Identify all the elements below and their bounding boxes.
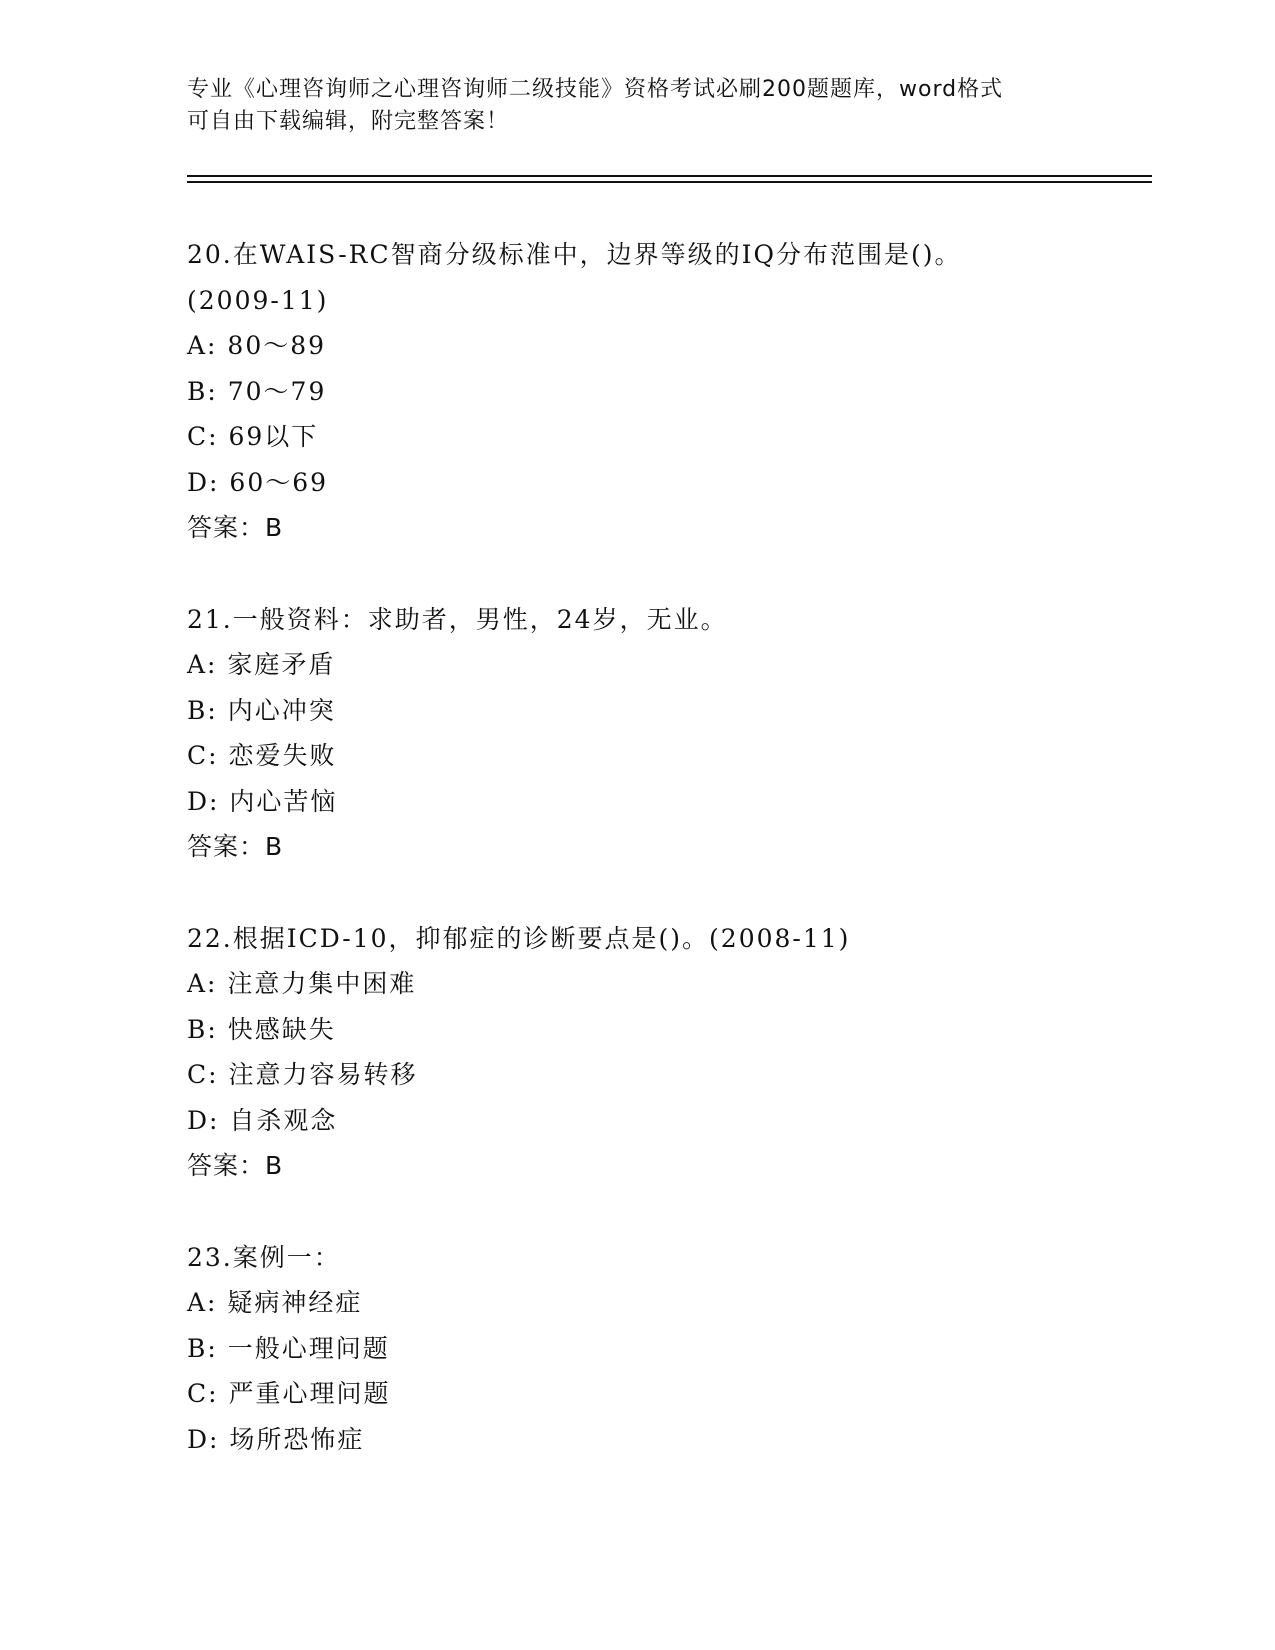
question-stem	[187, 597, 1147, 643]
option-a: A: 注意力集中困难	[187, 969, 417, 998]
question-stem	[187, 1235, 1147, 1281]
option-d: D: 60～69	[187, 467, 329, 497]
option-d: D: 内心苦恼	[187, 786, 338, 816]
question-list	[187, 232, 1147, 1508]
answer-line: 答案：B	[187, 832, 284, 861]
option-b: B: 70～79	[187, 376, 327, 406]
option-c: C: 69以下	[187, 422, 319, 451]
option-d: D: 场所恐怖症	[187, 1424, 365, 1454]
option-a: A: 疑病神经症	[187, 1288, 363, 1317]
option-a: A: 80～89	[187, 331, 327, 360]
question-text: 一般资料：求助者，男性，24岁，无业。	[232, 604, 728, 634]
option-b: B: 一般心理问题	[187, 1333, 390, 1363]
header-divider-top	[187, 175, 1152, 177]
answer-line: 答案：B	[187, 1151, 284, 1180]
question-23	[187, 1235, 1147, 1463]
question-text: 案例一：	[232, 1242, 341, 1272]
question-number: 21.	[187, 604, 233, 634]
question-stem	[187, 232, 1147, 278]
header-divider-bottom	[187, 181, 1152, 183]
option-b: B: 内心冲突	[187, 695, 336, 725]
document-header	[187, 74, 1067, 138]
header-line-1: 专业《心理咨询师之心理咨询师二级技能》资格考试必刷200题题库，word格式	[187, 77, 1004, 102]
question-stem	[187, 916, 1147, 962]
option-c: C: 严重心理问题	[187, 1379, 391, 1408]
question-number: 22.	[187, 923, 233, 953]
option-b: B: 快感缺失	[187, 1014, 336, 1044]
question-number: 20.	[187, 240, 233, 269]
answer-line: 答案：B	[187, 513, 284, 542]
question-text: 根据ICD-10，抑郁症的诊断要点是()。(2008-11)	[232, 923, 851, 953]
option-c: C: 注意力容易转移	[187, 1060, 418, 1089]
question-22	[187, 916, 1147, 1189]
option-d: D: 自杀观念	[187, 1105, 338, 1135]
question-text: 在WAIS-RC智商分级标准中，边界等级的IQ分布范围是()。	[232, 240, 962, 269]
option-a: A: 家庭矛盾	[187, 650, 336, 679]
question-20	[187, 232, 1147, 551]
question-number: 23.	[187, 1242, 233, 1272]
question-21	[187, 597, 1147, 870]
option-c: C: 恋爱失败	[187, 741, 337, 770]
question-stem-continuation: (2009-11)	[187, 285, 329, 315]
header-line-2: 可自由下载编辑，附完整答案！	[187, 109, 510, 134]
